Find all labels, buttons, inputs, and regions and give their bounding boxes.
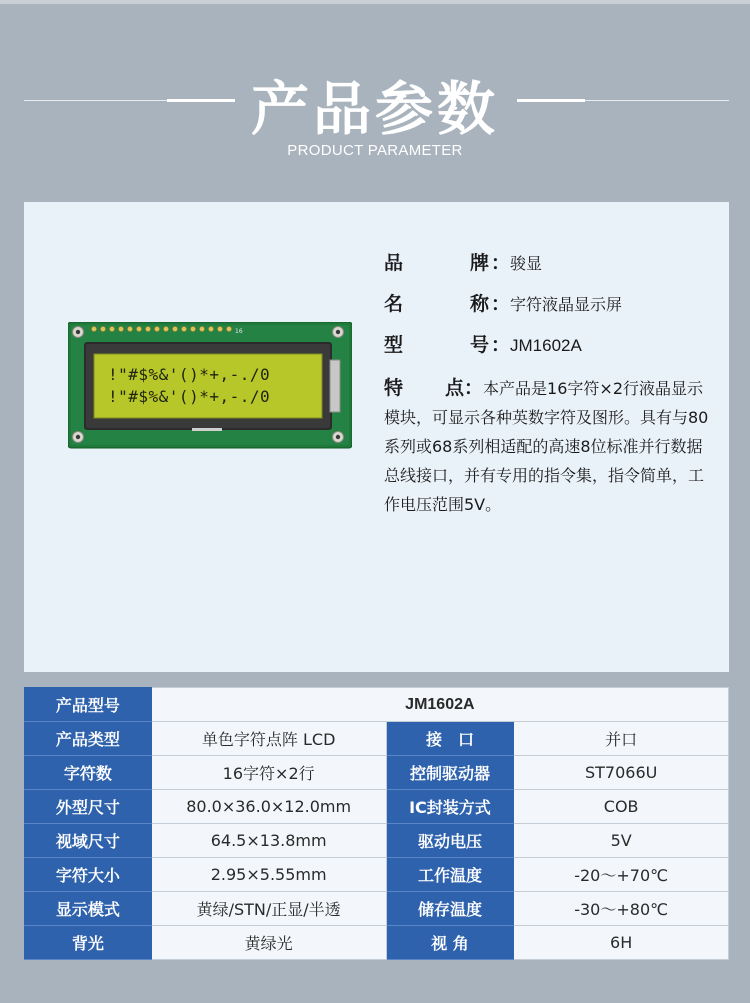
table-header-cell: 储存温度 <box>386 892 514 926</box>
table-cell: 2.95×5.55mm <box>151 858 386 892</box>
top-strip <box>0 0 750 4</box>
table-cell: 16字符×2行 <box>151 756 386 790</box>
table-header-cell: IC封装方式 <box>386 790 514 824</box>
table-header-cell: 工作温度 <box>386 858 514 892</box>
lcd-line-1: !"#$%&'()*+,-./0 <box>108 365 271 384</box>
table-cell: -20～+70℃ <box>514 858 729 892</box>
spec-row-brand <box>384 248 714 289</box>
lcd-line-2: !"#$%&'()*+,-./0 <box>108 387 271 406</box>
spec-key-name <box>384 289 489 316</box>
page-subtitle: PRODUCT PARAMETER <box>287 142 463 159</box>
spec-key-char: 点 <box>445 377 465 399</box>
spec-value-name: 字符液晶显示屏 <box>510 295 623 314</box>
spec-key-model <box>384 330 489 357</box>
spec-key-char: 号 <box>469 334 489 356</box>
table-cell: 黄绿/STN/正显/半透 <box>151 892 386 926</box>
table-header-cell: 产品类型 <box>25 722 152 756</box>
spec-key-char: 型 <box>384 334 404 356</box>
table-header-cell: 接 口 <box>386 722 514 756</box>
page-title: 产品参数 <box>250 75 499 143</box>
table-header-cell: 视 角 <box>386 926 514 960</box>
spec-value-feature: 本产品是16字符×2行液晶显示模块，可显示各种英数字符及图形。具有与80系列或68系列相适配的高速8位标准并行数据总线接口，并有专用的指令集，指令简单，工作电压范围5V。 <box>384 379 709 514</box>
spec-key-feature <box>384 377 483 399</box>
table-cell: -30～+80℃ <box>514 892 729 926</box>
spec-colon: ： <box>491 293 511 315</box>
table-cell: 5V <box>514 824 729 858</box>
spec-key-char: 特 <box>384 377 404 399</box>
spec-value-brand: 骏显 <box>510 254 543 273</box>
table-header-cell: 驱动电压 <box>386 824 514 858</box>
spec-key-char: 品 <box>384 252 404 274</box>
spec-colon: ： <box>491 334 511 356</box>
table-header-cell: 显示模式 <box>25 892 152 926</box>
table-row <box>25 722 729 756</box>
table-row <box>25 926 729 960</box>
spec-key-char: 称 <box>469 293 489 315</box>
spec-list <box>384 248 714 371</box>
spec-key-char: 牌 <box>469 252 489 274</box>
table-model-value: JM1602A <box>151 688 728 722</box>
spec-colon: ： <box>464 377 484 399</box>
table-header-cell: 字符大小 <box>25 858 152 892</box>
table-row <box>25 756 729 790</box>
spec-key-brand <box>384 248 489 275</box>
table-cell: 6H <box>514 926 729 960</box>
spec-row-name <box>384 289 714 330</box>
table-cell: 单色字符点阵 LCD <box>151 722 386 756</box>
spec-colon: ： <box>491 252 511 274</box>
spec-value-model: JM1602A <box>510 336 582 355</box>
table-row-model <box>25 688 729 722</box>
product-panel <box>24 202 729 672</box>
table-row <box>25 790 729 824</box>
table-row <box>25 824 729 858</box>
spec-key-char: 名 <box>384 293 404 315</box>
product-image <box>68 322 352 452</box>
table-cell: COB <box>514 790 729 824</box>
lcd-module-illustration <box>68 322 352 452</box>
table-row <box>25 892 729 926</box>
table-cell: ST7066U <box>514 756 729 790</box>
table-cell: 80.0×36.0×12.0mm <box>151 790 386 824</box>
table-header-cell: 背光 <box>25 926 152 960</box>
table-cell: 黄绿光 <box>151 926 386 960</box>
table-header-cell: 字符数 <box>25 756 152 790</box>
table-header-cell: 视域尺寸 <box>25 824 152 858</box>
parameter-table <box>24 687 729 960</box>
pin-label: 16 <box>235 328 243 335</box>
spec-feature <box>384 374 714 519</box>
table-row <box>25 858 729 892</box>
table-header-cell: 产品型号 <box>25 688 152 722</box>
spec-row-model <box>384 330 714 371</box>
table-header-cell: 控制驱动器 <box>386 756 514 790</box>
table-cell: 64.5×13.8mm <box>151 824 386 858</box>
table-header-cell: 外型尺寸 <box>25 790 152 824</box>
table-cell: 并口 <box>514 722 729 756</box>
